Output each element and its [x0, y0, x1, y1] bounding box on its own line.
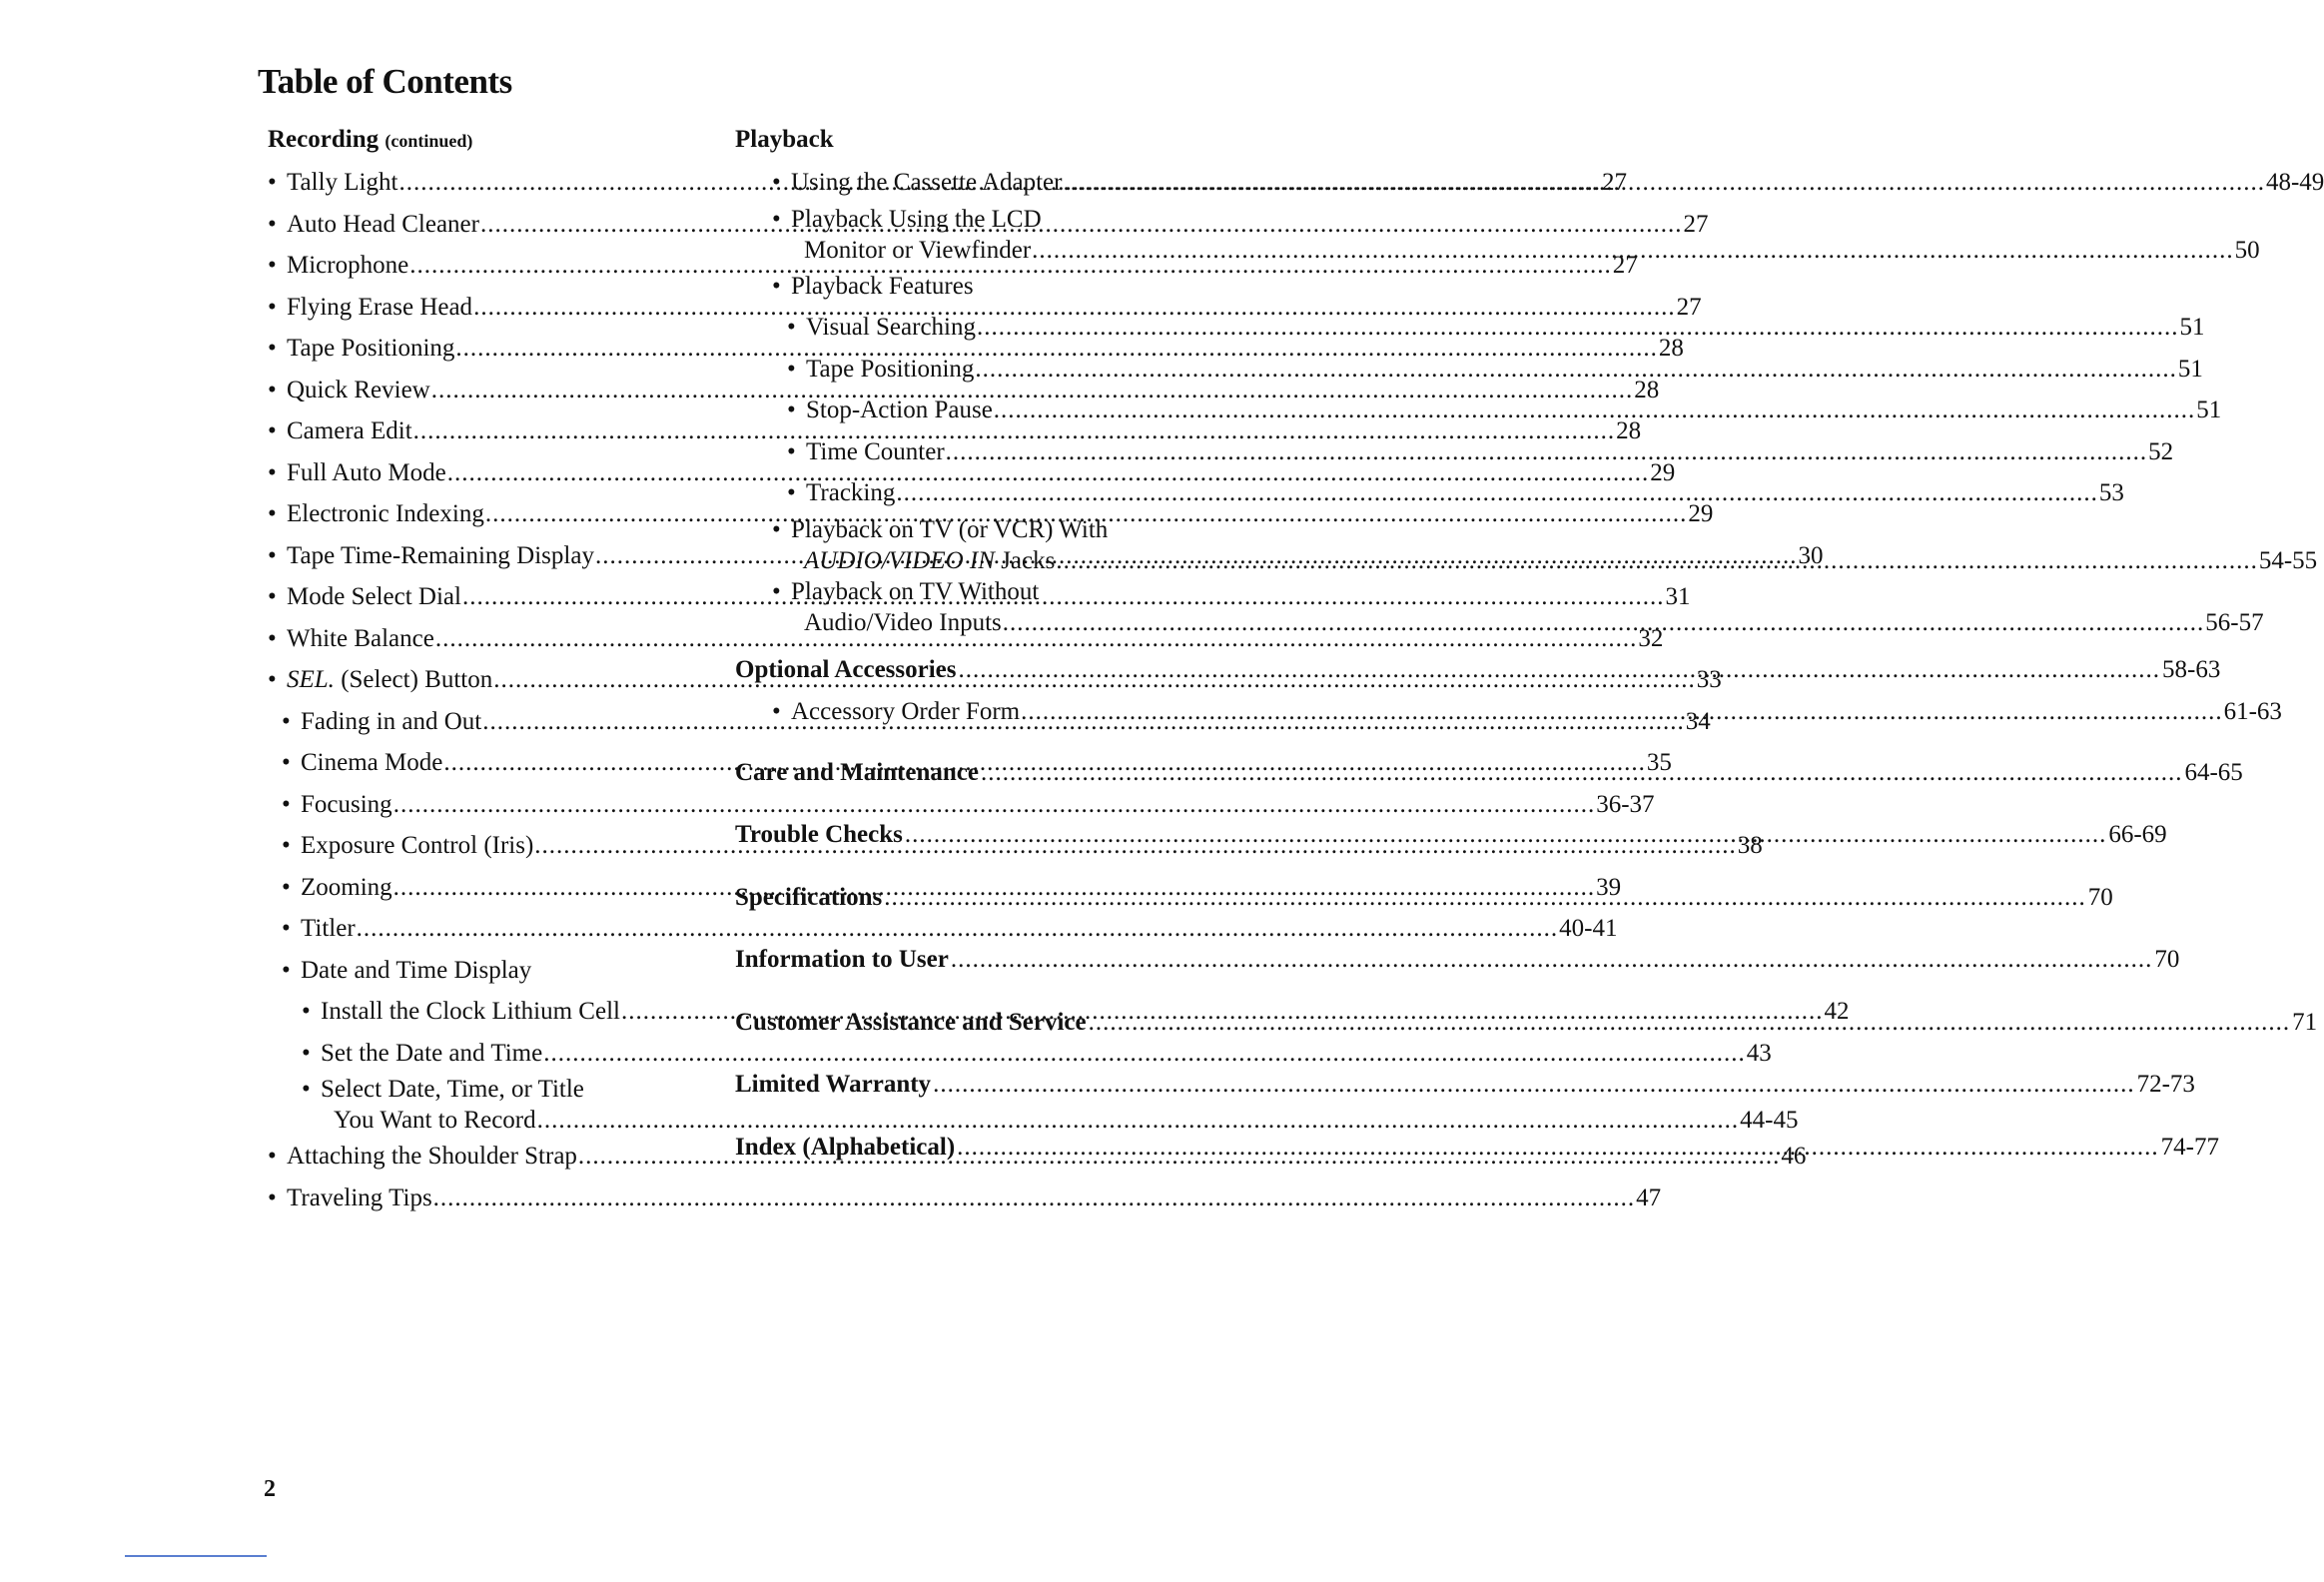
toc-entry-tape-positioning[interactable]: • Tape Positioning ..... 28	[268, 328, 685, 370]
toc-entry-cassette-adapter[interactable]: • Using the Cassette Adapter ..... 48-49	[735, 162, 1153, 204]
section-heading-recording[interactable]: Recording (continued)	[268, 126, 473, 153]
toc-section-limited-warranty[interactable]: Limited Warranty ..... 72-73	[735, 1065, 1153, 1128]
toc-entry-mode-select-dial[interactable]: • Mode Select Dial ..... 31	[268, 576, 685, 618]
toc-entry-full-auto-mode[interactable]: • Full Auto Mode ..... 29	[268, 452, 685, 494]
toc-entry-electronic-indexing[interactable]: • Electronic Indexing ..... 29	[268, 493, 685, 535]
toc-entry-camera-edit[interactable]: • Camera Edit ..... 28	[268, 410, 685, 452]
toc-section-customer-assistance[interactable]: Customer Assistance and Service ..... 71	[735, 1003, 1153, 1066]
toc-section-specifications[interactable]: Specifications ..... 70	[735, 878, 1153, 941]
toc-entry-quick-review[interactable]: • Quick Review ..... 28	[268, 370, 685, 411]
toc-entry-playback-lcd[interactable]: • Playback Using the LCD Monitor or Viewfinder ..... 50	[735, 204, 1153, 266]
toc-entry-focusing[interactable]: • Focusing ..... 36-37	[268, 784, 685, 826]
toc-entry-set-date-time[interactable]: • Set the Date and Time ..... 43	[268, 1033, 685, 1075]
toc-entry-playback-tape-positioning[interactable]: • Tape Positioning ..... 51	[735, 349, 1153, 391]
toc-section-index[interactable]: Index (Alphabetical) ..... 74-77	[735, 1128, 1153, 1190]
toc-entry-sel-button[interactable]: • SEL. (Select) Button ..... 33	[268, 659, 685, 701]
toc-entry-visual-searching[interactable]: • Visual Searching ..... 51	[735, 307, 1153, 349]
toc-entry-accessory-order-form[interactable]: • Accessory Order Form ..... 61-63	[735, 691, 1153, 753]
toc-entry-tracking[interactable]: • Tracking ..... 53	[735, 472, 1153, 514]
toc-section-trouble-checks[interactable]: Trouble Checks ..... 66-69	[735, 815, 1153, 878]
toc-entry-tally-light[interactable]: • Tally Light ..... 27	[268, 162, 685, 204]
toc-entry-stop-action-pause[interactable]: • Stop-Action Pause ..... 51	[735, 390, 1153, 431]
toc-entry-titler[interactable]: • Titler ..... 40-41	[268, 908, 685, 950]
toc-entry-auto-head-cleaner[interactable]: • Auto Head Cleaner ..... 27	[268, 204, 685, 246]
toc-entry-traveling-tips[interactable]: • Traveling Tips ..... 47	[268, 1178, 685, 1219]
page-number: 2	[264, 1476, 276, 1502]
toc-entry-zooming[interactable]: • Zooming ..... 39	[268, 867, 685, 909]
toc-section-information-to-user[interactable]: Information to User ..... 70	[735, 940, 1153, 1003]
toc-entry-playback-features[interactable]: • Playback Features	[772, 272, 974, 300]
toc-section-care-maintenance[interactable]: Care and Maintenance ..... 64-65	[735, 753, 1153, 816]
toc-entry-white-balance[interactable]: • White Balance ..... 32	[268, 618, 685, 660]
toc-section-optional-accessories[interactable]: Optional Accessories ..... 58-63	[735, 650, 1153, 691]
toc-entry-tape-time-remaining[interactable]: • Tape Time-Remaining Display ..... 30	[268, 535, 685, 577]
toc-entry-fading[interactable]: • Fading in and Out ..... 34	[268, 701, 685, 743]
page-title: Table of Contents	[258, 62, 512, 101]
toc-entry-select-date-time-title[interactable]: • Select Date, Time, or Title You Want to Record ..... 44-45	[268, 1074, 685, 1136]
toc-entry-playback-tv-av[interactable]: • Playback on TV (or VCR) With AUDIO/VIDEO IN Jacks ..... 54-55	[735, 514, 1153, 576]
toc-entry-flying-erase-head[interactable]: • Flying Erase Head ..... 27	[268, 287, 685, 329]
toc-entry-exposure-control[interactable]: • Exposure Control (Iris) ..... 38	[268, 825, 685, 867]
toc-entry-date-time-display[interactable]: • Date and Time Display	[282, 956, 532, 984]
toc-entry-playback-tv-no-av[interactable]: • Playback on TV Without Audio/Video Inputs ..... 56-57	[735, 576, 1153, 638]
footer-rule	[125, 1555, 267, 1557]
toc-entry-clock-lithium-cell[interactable]: • Install the Clock Lithium Cell ..... 42	[268, 991, 685, 1033]
toc-entry-time-counter[interactable]: • Time Counter ..... 52	[735, 431, 1153, 473]
section-heading-playback[interactable]: Playback	[735, 126, 834, 153]
toc-entry-shoulder-strap[interactable]: • Attaching the Shoulder Strap ..... 46	[268, 1136, 685, 1178]
toc-entry-microphone[interactable]: • Microphone ..... 27	[268, 245, 685, 287]
toc-entry-cinema-mode[interactable]: • Cinema Mode ..... 35	[268, 742, 685, 784]
